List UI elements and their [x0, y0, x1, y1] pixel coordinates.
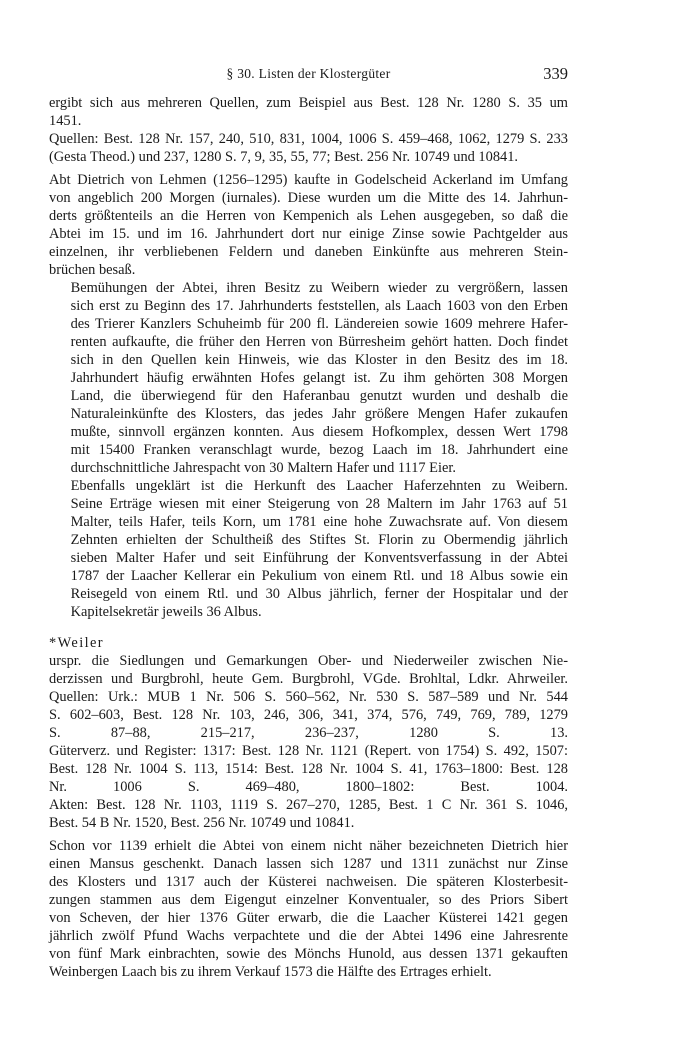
- text-line: einzelnen, ihr verbliebenen Feldern und daneben Einkünfte aus mehreren Stein-: [49, 244, 568, 260]
- text-line: S. 602–603, Best. 128 Nr. 103, 246, 306, 341, 374, 576, 749, 769, 789, 1279: [49, 707, 568, 723]
- text-line: 1451.: [49, 113, 82, 129]
- text-line: brüchen besaß.: [49, 262, 136, 278]
- text-line: sich erst zu Beginn des 17. Jahrhunderts feststellen, als Laach 1603 von den Erben: [70, 298, 568, 314]
- text-line: Güterverz. und Register: 1317: Best. 128 Nr. 1121 (Repert. von 1754) S. 492, 1507:: [49, 743, 568, 759]
- page-number: 339: [543, 64, 568, 83]
- text-line: derzissen und Burgbrohl, heute Gem. Burgbrohl, VGde. Brohltal, Ldkr. Ahrweiler.: [49, 671, 568, 687]
- section-title: § 30. Listen der Klostergüter: [226, 66, 391, 81]
- text-line: Ebenfalls ungeklärt ist die Herkunft des Laacher Haferzehnten zu Weibern.: [70, 478, 568, 494]
- text-line: Quellen: Best. 128 Nr. 157, 240, 510, 831, 1004, 1006 S. 459–468, 1062, 1279 S. 233: [49, 131, 568, 147]
- text-line: renten aufkaufte, die früher den Herren von Bürresheim gehört hatten. Doch findet: [70, 334, 568, 350]
- entry-heading: [49, 634, 568, 652]
- text-line: sich in den Quellen kein Hinweis, wie das Kloster in den Besitz des im 18.: [70, 352, 568, 368]
- text-line: des Trierer Kanzlers Schuheimb für 200 fl. Ländereien sowie 1609 mehrere Hafer-: [70, 316, 568, 332]
- paragraph: [49, 94, 568, 130]
- text-line: Abtei im 15. und im 16. Jahrhundert dort nur einige Zinse sowie Pachtgelder aus: [49, 226, 568, 242]
- sources-paragraph: [49, 130, 568, 166]
- paragraph: [49, 477, 568, 621]
- text-line: von Scheven, der hier 1376 Güter erwarb, die die Laacher Küsterei 1421 gegen: [49, 910, 568, 926]
- text-line: *Weiler: [49, 635, 104, 651]
- text-line: Kapitelsekretär jeweils 36 Albus.: [70, 604, 262, 620]
- text-line: derts größtenteils an die Herren von Kempenich als Lehen ausgegeben, so daß die: [49, 208, 568, 224]
- running-header: [49, 64, 568, 86]
- text-line: des Klosters und 1317 auch der Küsterei nachweisen. Die späteren Klosterbesit-: [49, 874, 568, 890]
- text-line: 1787 der Laacher Kellerar ein Pekulium von einem Rtl. und 18 Albus sowie ein: [70, 568, 568, 584]
- text-line: Best. 54 B Nr. 1520, Best. 256 Nr. 10749 und 10841.: [49, 815, 355, 831]
- text-line: (Gesta Theod.) und 237, 1280 S. 7, 9, 35, 55, 77; Best. 256 Nr. 10749 und 10841.: [49, 149, 519, 165]
- text-line: von angeblich 200 Morgen (iurnales). Diese wurden um die Mitte des 14. Jahrhun-: [49, 190, 568, 206]
- text-line: jährlich zwölf Pfund Wachs verpachtete und die der Abtei 1496 eine Jahresrente: [49, 928, 568, 944]
- text-line: von fünf Mark einbrachten, sowie des Mönchs Hunold, aus dessen 1371 gekauften: [49, 946, 568, 962]
- text-line: ergibt sich aus mehreren Quellen, zum Beispiel aus Best. 128 Nr. 1280 S. 35 um: [49, 95, 568, 111]
- text-line: Bemühungen der Abtei, ihren Besitz zu Weibern wieder zu vergrößern, lassen: [70, 280, 568, 296]
- paragraph: [49, 279, 568, 477]
- entry-sources: [49, 652, 568, 832]
- text-line: Abt Dietrich von Lehmen (1256–1295) kaufte in Godelscheid Ackerland im Umfang: [49, 172, 568, 188]
- paragraph: [49, 171, 568, 279]
- text-line: Seine Erträge wiesen mit einer Steigerung von 28 Maltern im Jahr 1763 auf 51: [70, 496, 568, 512]
- text-line: Zehnten erhielten der Schultheiß des Stiftes St. Florin zu Obermendig jährlich: [70, 532, 568, 548]
- text-line: mußte, sinnvoll ergänzen konnten. Aus diesem Hofkomplex, dessen Wert 1798: [70, 424, 568, 440]
- text-line: zungen stammen aus dem Eigengut einzelner Konventualer, so des Priors Sibert: [49, 892, 568, 908]
- text-line: sieben Malter Hafer und seit Einführung der Konventsverfassung in der Abtei: [70, 550, 568, 566]
- text-line: Nr. 1006 S. 469–480, 1800–1802: Best. 1004.: [49, 779, 568, 795]
- text-line: mit 15400 Franken veranschlagt wurde, bezog Laach im 18. Jahrhundert eine: [70, 442, 568, 458]
- text-line: Akten: Best. 128 Nr. 1103, 1119 S. 267–270, 1285, Best. 1 C Nr. 361 S. 1046,: [49, 797, 568, 813]
- text-line: Weinbergen Laach bis zu ihrem Verkauf 1573 die Hälfte des Ertrages erhielt.: [49, 964, 492, 980]
- text-line: Schon vor 1139 erhielt die Abtei von einem nicht näher bezeichneten Dietrich hier: [49, 838, 568, 854]
- body-text: [49, 94, 568, 981]
- paragraph: [49, 837, 568, 981]
- text-line: Naturaleinkünfte des Klosters, das jedes Jahr größere Mengen Hafer zukaufen: [70, 406, 568, 422]
- text-line: Best. 128 Nr. 1004 S. 113, 1514: Best. 128 Nr. 1004 S. 41, 1763–1800: Best. 128: [49, 761, 568, 777]
- text-line: Jahrhundert häufig erwähnten Hofes gelangt ist. Zu ihm gehörten 308 Morgen: [70, 370, 568, 386]
- text-line: Land, die überwiegend für den Haferanbau genutzt wurden und deshalb die: [70, 388, 568, 404]
- text-line: Quellen: Urk.: MUB 1 Nr. 506 S. 560–562, Nr. 530 S. 587–589 und Nr. 544: [49, 689, 568, 705]
- text-line: einen Mansus geschenkt. Danach lassen sich 1287 und 1311 zunächst nur Zinse: [49, 856, 568, 872]
- text-line: Malter, teils Hafer, teils Korn, um 1781 eine hohe Zuwachsrate auf. Von diesem: [70, 514, 568, 530]
- text-line: durchschnittliche Jahrespacht von 30 Maltern Hafer und 1117 Eier.: [70, 460, 456, 476]
- text-line: S. 87–88, 215–217, 236–237, 1280 S. 13.: [49, 725, 568, 741]
- text-line: Reisegeld von einem Rtl. und 30 Albus jährlich, ferner der Hospitalar und der: [70, 586, 568, 602]
- text-line: urspr. die Siedlungen und Gemarkungen Ober- und Niederweiler zwischen Nie-: [49, 653, 568, 669]
